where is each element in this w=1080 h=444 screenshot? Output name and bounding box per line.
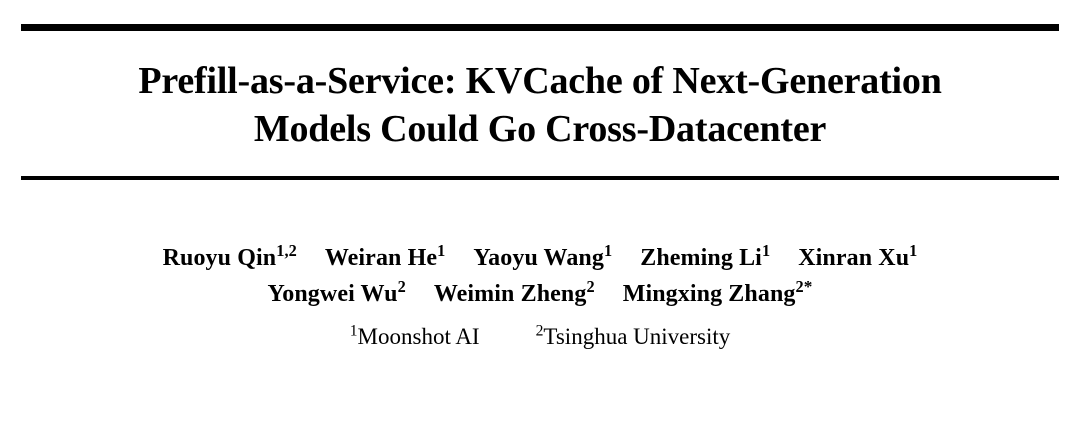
author-affiliation-marker: 1 xyxy=(437,241,446,260)
author-affiliation-marker: 2 xyxy=(586,277,595,296)
author-entry xyxy=(798,240,917,276)
affiliation-marker: 1 xyxy=(349,322,358,340)
title-line-2: Models Could Go Cross-Datacenter xyxy=(253,108,827,150)
author-name: Weiran He xyxy=(324,245,438,271)
author-affiliation-marker: 1 xyxy=(761,241,771,260)
page-title xyxy=(40,57,1040,153)
authors-row-1 xyxy=(0,240,1080,276)
author-entry xyxy=(623,276,813,312)
author-name: Xinran Xu xyxy=(798,245,910,271)
bottom-divider-rule xyxy=(21,176,1059,180)
author-entry xyxy=(473,240,612,276)
author-affiliation-marker: 1,2 xyxy=(276,241,297,260)
author-name: Weimin Zheng xyxy=(433,281,587,307)
affiliation-entry xyxy=(536,322,731,352)
author-entry xyxy=(640,240,770,276)
top-divider-rule xyxy=(21,24,1059,31)
author-affiliation-marker: 2 xyxy=(397,277,406,296)
author-entry xyxy=(267,276,405,312)
author-entry xyxy=(163,240,297,276)
author-affiliation-marker: 1 xyxy=(909,241,918,260)
author-name: Ruoyu Qin xyxy=(162,245,277,271)
author-name: Yaoyu Wang xyxy=(473,245,604,271)
authors-block xyxy=(0,240,1080,352)
author-affiliation-marker: 1 xyxy=(603,241,613,260)
affiliation-marker: 2 xyxy=(535,322,544,340)
author-entry xyxy=(325,240,445,276)
author-affiliation-marker: 2 xyxy=(795,277,804,296)
title-line-1: Prefill-as-a-Service: KVCache of Next-Generation xyxy=(138,60,942,102)
affiliations-row xyxy=(0,322,1080,352)
author-name: Yongwei Wu xyxy=(267,281,398,307)
authors-row-2 xyxy=(0,276,1080,312)
affiliation-entry xyxy=(350,322,480,352)
author-entry xyxy=(434,276,595,312)
affiliation-name: Tsinghua University xyxy=(543,324,731,349)
author-name: Mingxing Zhang xyxy=(622,281,796,307)
corresponding-author-marker: * xyxy=(803,277,813,296)
author-name: Zheming Li xyxy=(640,245,762,271)
affiliation-name: Moonshot AI xyxy=(357,324,480,349)
paper-header xyxy=(0,24,1080,444)
